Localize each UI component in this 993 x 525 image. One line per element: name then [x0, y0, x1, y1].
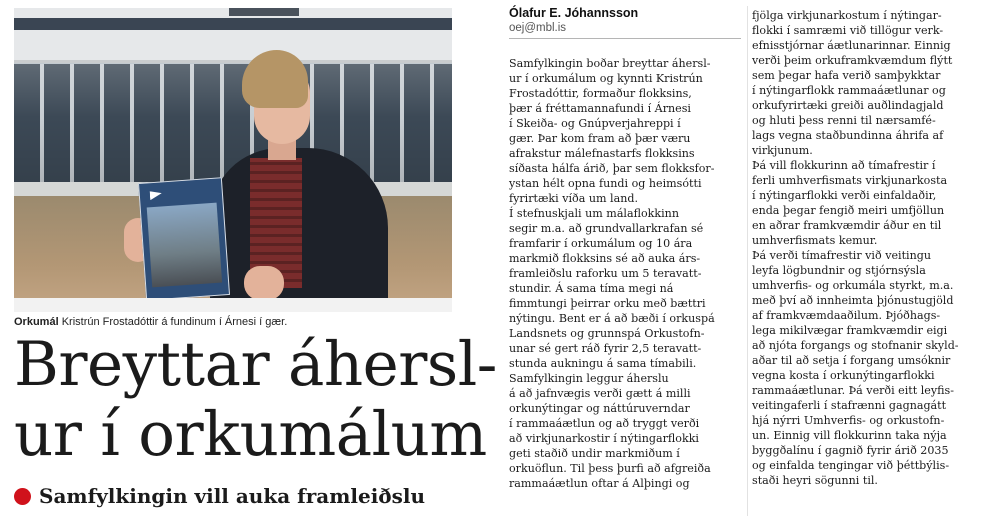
article-line: staði heyri sögunni til. [752, 474, 878, 487]
building-band [14, 18, 452, 30]
byline-author: Ólafur E. Jóhannsson [509, 6, 639, 20]
article-line: rammaáætlunar. Þá verði eitt leyfis- [752, 384, 954, 397]
article-line: orkufyrirtæki greiði auðlindagjald [752, 99, 944, 112]
caption-label: Orkumál [14, 316, 59, 328]
article-line: lags vegna staðbundinna áhrifa af [752, 129, 944, 142]
article-line: stunda aukningu á sama tímabili. [509, 357, 697, 370]
article-line: unar sé gert ráð fyrir 2,5 teravatt- [509, 342, 702, 355]
article-line: í Skeiða- og Gnúpverjahreppi í [509, 117, 681, 130]
article-line: rammaáætlun oftar á Alþingi og [509, 477, 690, 490]
article-line: stundir. Á sama tíma megi ná [509, 282, 674, 295]
article-column-2 [752, 8, 988, 488]
flag-icon [150, 190, 163, 200]
column-divider [747, 6, 748, 516]
article-line: í nýtingarflokki verði einfaldaðir, [752, 189, 937, 202]
article-line: Samfylkingin boðar breyttar áhersl- [509, 57, 711, 70]
article-line: ur í orkumálum og kynnti Kristrún [509, 72, 703, 85]
article-line: framfarir í orkumálum og 10 ára [509, 237, 693, 250]
article-line: virkjunum. [752, 144, 813, 157]
article-line: un. Einnig vill flokkurinn taka nýja [752, 429, 947, 442]
article-line: byggðalínu í gagnið fyrir árið 2035 [752, 444, 949, 457]
headline-line-2: ur í orkumálum [14, 399, 487, 470]
policy-booklet [138, 177, 230, 301]
article-line: af framkvæmdaaðilum. Þjóðhags- [752, 309, 941, 322]
article-line: og einfalda tengingar við þéttbýlis- [752, 459, 950, 472]
red-dot-icon [14, 488, 31, 505]
photo-caption [14, 316, 454, 328]
article-line: sem þegar hafa verið samþykktar [752, 69, 941, 82]
headline-line-1: Breyttar áhersl- [14, 329, 497, 400]
article-line: ystan hélt opna fundi og heimsótti [509, 177, 702, 190]
byline [509, 6, 741, 39]
article-line: Þá verði tímafrestir við veitingu [752, 249, 931, 262]
article-photo [14, 8, 452, 312]
article-line: fyrirtæki víða um land. [509, 192, 638, 205]
article-line: leyfa lögbundnir og stjórnsýsla [752, 264, 926, 277]
article-line: efnisstjórnar áætlunarinnar. Einnig [752, 39, 951, 52]
article-line: orkunýtingar og náttúruverndar [509, 402, 690, 415]
article-line: enda þegar fengið meiri umfjöllun [752, 204, 945, 217]
article-line: segir m.a. að grundvallarkrafan sé [509, 222, 704, 235]
article-line: í nýtingarflokk rammaáætlunar og [752, 84, 946, 97]
podium [14, 298, 452, 312]
article-line: markmið flokksins sé að auka árs- [509, 252, 701, 265]
article-line: fimmtungi þeirrar orku með bættri [509, 297, 706, 310]
article-line: framleiðslu raforku um 5 teravatt- [509, 267, 702, 280]
subheadline [14, 484, 466, 508]
article-line: veitingaferli í stafrænni gagnagátt [752, 399, 947, 412]
article-line: að njóta forgangs og stofnanir skyld- [752, 339, 959, 352]
article-line: nýtingu. Bent er á að bæði í orkuspá [509, 312, 715, 325]
article-line: Frostadóttir, formaður flokksins, [509, 87, 692, 100]
subheadline-text: Samfylkingin vill auka framleiðslu [39, 484, 426, 508]
article-line: aðar til að setja í forgang umsóknir [752, 354, 951, 367]
article-line: fjölga virkjunarkostum í nýtingar- [752, 9, 942, 22]
article-line: Í stefnuskjali um málaflokkinn [509, 207, 679, 220]
article-line: í rammaáætlun og að tryggt verði [509, 417, 700, 430]
article-line: orkuöflun. Til þess þurfi að afgreiða [509, 462, 711, 475]
article-line: síðasta hálfa árið, þar sem flokksfor- [509, 162, 715, 175]
article-line: flokki í samræmi við tillögur verk- [752, 24, 944, 37]
article-line: umhverfis- og orkumála styrkt, m.a. [752, 279, 954, 292]
article-line: ferli umhverfismats virkjunarkosta [752, 174, 948, 187]
article-line: Samfylkingin leggur áherslu [509, 372, 669, 385]
article-line: þær á fréttamannafundi í Árnesi [509, 102, 691, 115]
article-line: með því að innheimta þjónustugjöld [752, 294, 954, 307]
article-line: geti staðið undir markmiðum í [509, 447, 680, 460]
article-line: vegna kosta í orkunýtingarflokki [752, 369, 935, 382]
article-line: afrakstur málefnastarfs flokksins [509, 147, 695, 160]
article-line: verði þeim orkuframkvæmdum flýtt [752, 54, 953, 67]
article-line: og hluti þess renni til nærsamfé- [752, 114, 936, 127]
article-line: hjá nýrri Umhverfis- og orkustofn- [752, 414, 945, 427]
article-line: gær. Þar kom fram að þær væru [509, 132, 691, 145]
article-line: að virkjunarkostir í nýtingarflokki [509, 432, 699, 445]
caption-text: Kristrún Frostadóttir á fundinum í Árnesi í gær. [61, 316, 288, 328]
building-roof [14, 8, 452, 63]
article-column-1 [509, 56, 743, 491]
headline [14, 329, 497, 470]
article-line: á að jafnvægis verði gætt á milli [509, 387, 691, 400]
byline-email[interactable]: oej@mbl.is [509, 22, 567, 34]
article-line: lega mikilvægar framkvæmdir eigi [752, 324, 948, 337]
person-hair [242, 50, 308, 108]
article-line: en aðrar framkvæmdir áður en til [752, 219, 942, 232]
article-line: Landsnets og grunnspá Orkustofn- [509, 327, 705, 340]
article-line: Þá vill flokkurinn að tímafrestir í [752, 159, 936, 172]
building-sign [229, 8, 299, 16]
article-line: umhverfismats kemur. [752, 234, 878, 247]
